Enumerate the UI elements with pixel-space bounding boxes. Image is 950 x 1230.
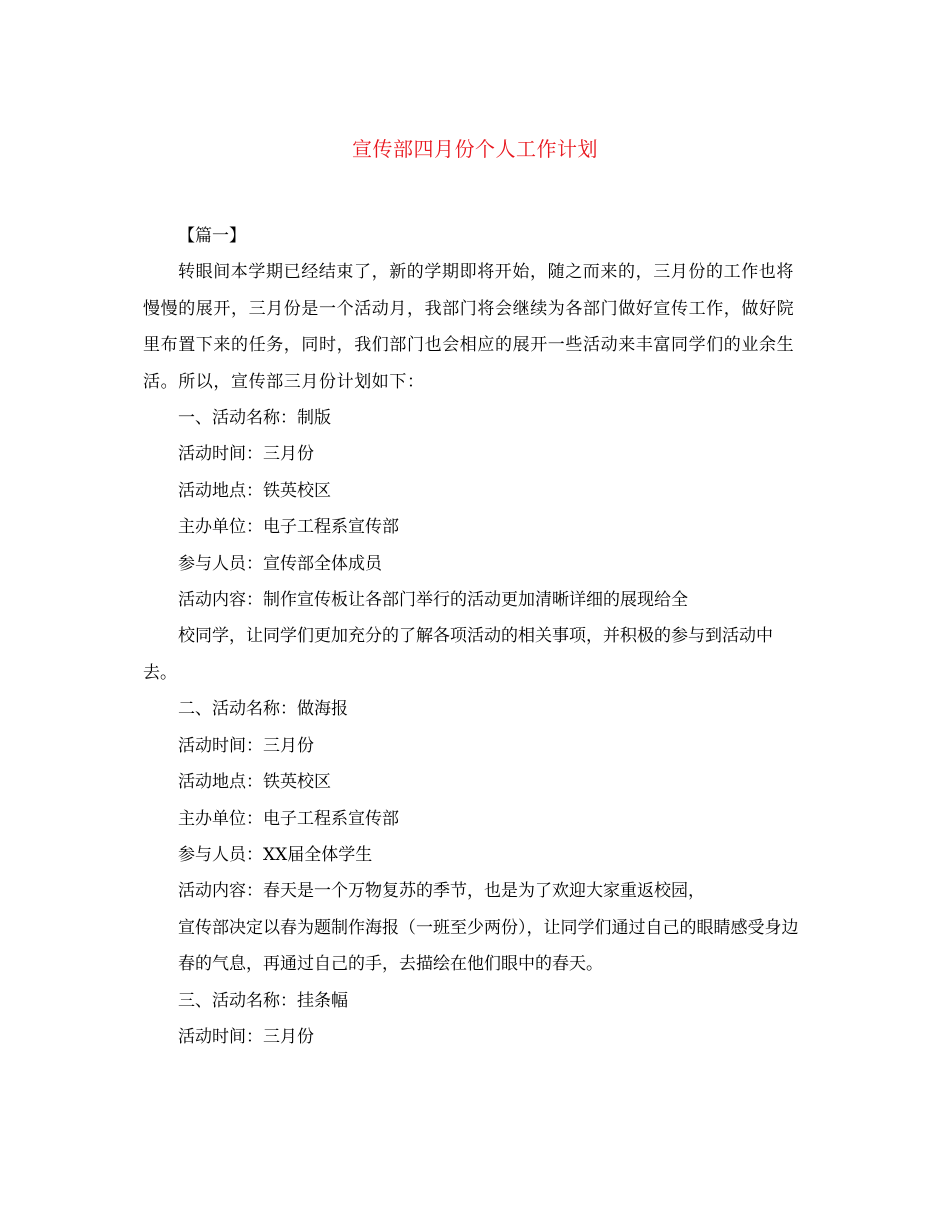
activity2-organizer: 主办单位：电子工程系宣传部	[178, 808, 399, 829]
activity3-name: 三、活动名称：挂条幅	[178, 990, 348, 1011]
activity2-content-b: 宣传部决定以春为题制作海报（一班至少两份），让同学们通过自己的眼睛感受身边	[178, 917, 799, 938]
activity1-content-a: 活动内容：制作宣传板让各部门举行的活动更加清晰详细的展现给全	[178, 590, 688, 611]
activity1-organizer: 主办单位：电子工程系宣传部	[178, 517, 399, 538]
activity1-time: 活动时间：三月份	[178, 444, 314, 465]
activity2-content-c: 春的气息，再通过自己的手，去描绘在他们眼中的春天。	[178, 954, 603, 975]
activity1-participants: 参与人员：宣传部全体成员	[178, 553, 382, 574]
activity3-time: 活动时间：三月份	[178, 1026, 314, 1047]
activity1-name: 一、活动名称：制版	[178, 408, 331, 429]
activity1-place: 活动地点：铁英校区	[178, 480, 331, 501]
activity2-name: 二、活动名称：做海报	[178, 699, 348, 720]
intro-paragraph: 转眼间本学期已经结束了，新的学期即将开始，随之而来的，三月份的工作也将慢慢的展开，三月份是一个活动月，我部门将会继续为各部门做好宣传工作，做好院里布置下来的任务，同时，我们部门也会相应的展开一些活动来丰富同学们的业余生活。所以，宣传部三月份计划如下：	[143, 262, 795, 392]
document-body	[143, 218, 803, 1055]
section-label: 【篇一】	[178, 226, 246, 246]
activity2-participants: 参与人员：XX届全体学生	[178, 844, 373, 865]
activity2-place: 活动地点：铁英校区	[178, 772, 331, 793]
document-title: 宣传部四月份个人工作计划	[352, 137, 598, 161]
activity2-time: 活动时间：三月份	[178, 735, 314, 756]
activity1-content-b: 校同学，让同学们更加充分的了解各项活动的相关事项，并积极的参与到活动中去。	[143, 626, 773, 683]
activity2-content-a: 活动内容：春天是一个万物复苏的季节，也是为了欢迎大家重返校园，	[178, 881, 705, 902]
